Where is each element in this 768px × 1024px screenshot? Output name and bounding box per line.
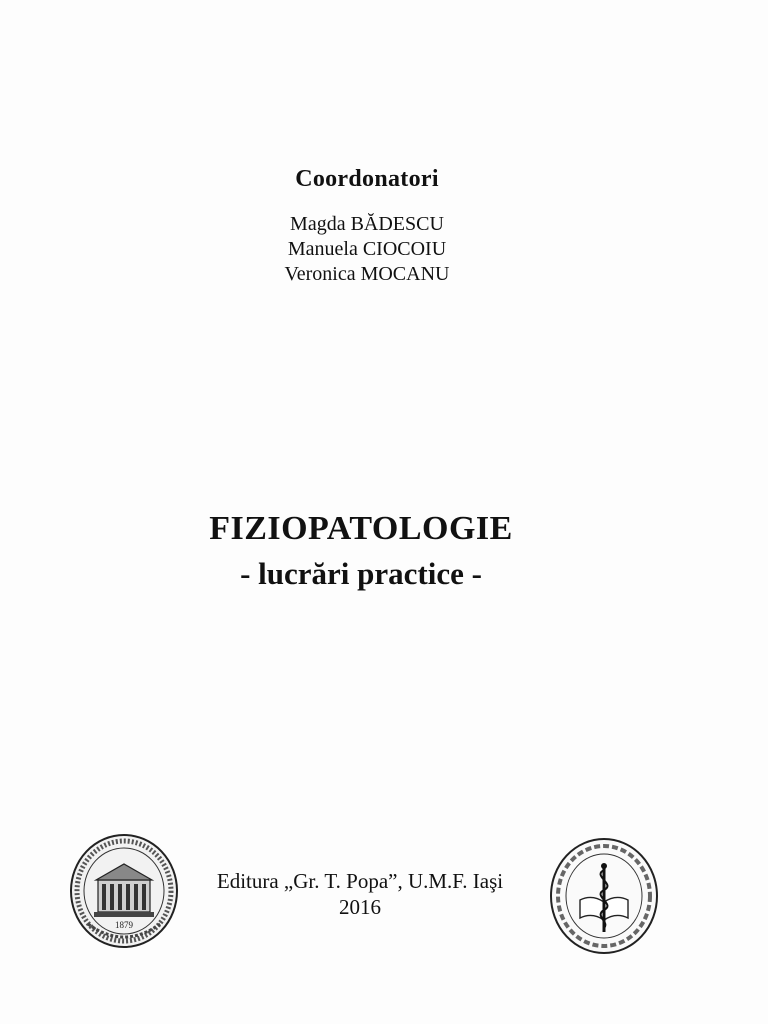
author-name: Magda BĂDESCU — [290, 213, 444, 235]
coordinators-list — [0, 212, 734, 287]
book-title: FIZIOPATOLOGIE — [209, 510, 513, 547]
coordinators-heading: Coordonatori — [295, 166, 439, 192]
publication-year: 2016 — [339, 895, 381, 919]
author-name: Veronica MOCANU — [284, 263, 450, 285]
book-subtitle: - lucrări practice - — [240, 556, 482, 591]
author-name: Manuela CIOCOIU — [287, 238, 447, 260]
publisher-seal-icon — [548, 836, 660, 956]
seal-year: 1879 — [115, 920, 133, 930]
publisher-name: Editura „Gr. T. Popa”, U.M.F. Iaşi — [216, 869, 504, 893]
publisher-block — [150, 868, 570, 920]
